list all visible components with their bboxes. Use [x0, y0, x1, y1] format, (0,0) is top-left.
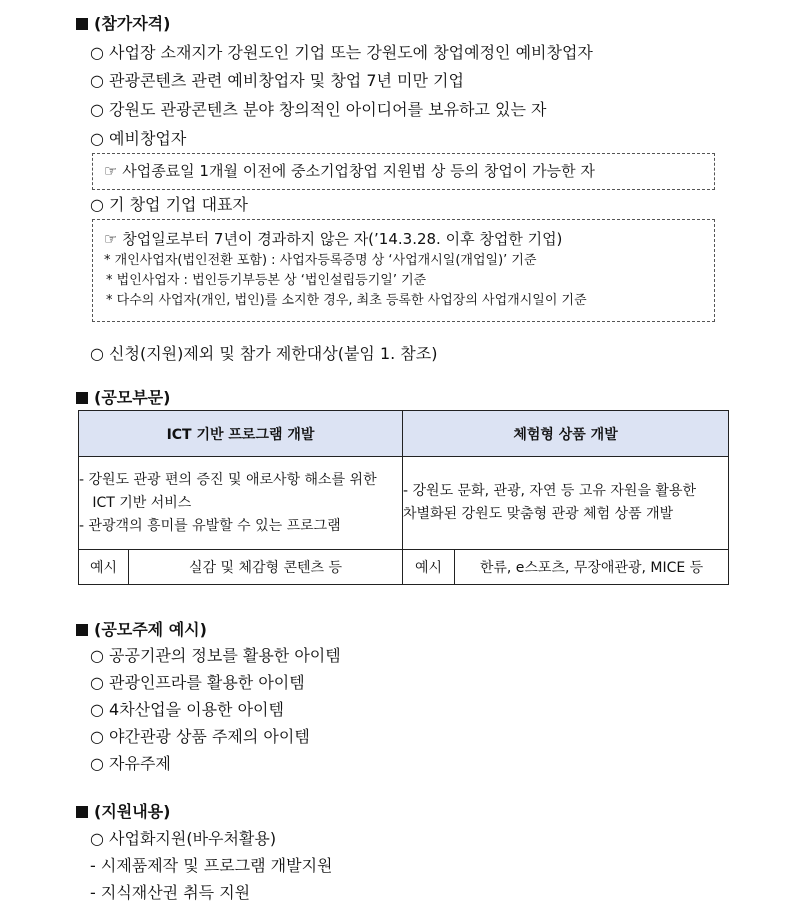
support-item: - 지식재산권 취득 지원 [90, 883, 251, 902]
table-row [79, 550, 729, 585]
categories-table [78, 410, 729, 585]
ict-example: 실감 및 체감형 콘텐츠 등 [129, 550, 403, 585]
theme-item: ○ 야간관광 상품 주제의 아이템 [90, 727, 310, 746]
experience-example: 한류, e스포츠, 무장애관광, MICE 등 [455, 550, 729, 585]
ict-description-cell [79, 457, 403, 550]
eligibility-item: ○ 예비창업자 [90, 129, 187, 148]
existing-founder-label: ○ 기 창업 기업 대표자 [90, 195, 248, 214]
existing-note-sub: * 다수의 사업자(개인, 법인)를 소지한 경우, 최초 등록한 사업장의 사업개시일이 기준 [106, 293, 587, 308]
eligibility-item: ○ 강원도 관광콘텐츠 분야 창의적인 아이디어를 보유하고 있는 자 [90, 100, 547, 119]
theme-item: ○ 관광인프라를 활용한 아이템 [90, 673, 305, 692]
eligibility-item: ○ 관광콘텐츠 관련 예비창업자 및 창업 7년 미만 기업 [90, 71, 464, 90]
theme-item: ○ 4차산업을 이용한 아이템 [90, 700, 284, 719]
description-line: - 강원도 문화, 관광, 자연 등 고유 자원을 활용한 [403, 483, 697, 499]
section-heading-categories: (공모부문) [76, 388, 170, 408]
section-heading-support: (지원내용) [76, 802, 170, 822]
existing-note-main: ☞ 창업일로부터 7년이 경과하지 않은 자(’14.3.28. 이후 창업한 기업) [104, 230, 563, 248]
square-bullet-icon [76, 806, 88, 818]
support-item: ○ 사업화지원(바우처활용) [90, 829, 277, 848]
existing-note-sub: * 법인사업자 : 법인등기부등본 상 ‘법인설립등기일’ 기준 [106, 273, 427, 288]
section-heading-eligibility: (참가자격) [76, 14, 170, 34]
restriction-item: ○ 신청(지원)제외 및 참가 제한대상(붙임 1. 참조) [90, 344, 438, 363]
description-line: - 강원도 관광 편의 증진 및 애로사항 해소를 위한 [79, 471, 377, 488]
example-label: 예시 [79, 550, 129, 585]
theme-item: ○ 공공기관의 정보를 활용한 아이템 [90, 646, 341, 665]
square-bullet-icon [76, 18, 88, 30]
support-item: - 시제품제작 및 프로그램 개발지원 [90, 856, 333, 875]
table-row [79, 457, 729, 550]
preliminary-note: ☞ 사업종료일 1개월 이전에 중소기업창업 지원법 상 등의 창업이 가능한 자 [104, 162, 595, 180]
table-header-experience: 체험형 상품 개발 [403, 411, 729, 457]
experience-description-cell [403, 457, 729, 550]
table-header-row [79, 411, 729, 457]
description-line: 차별화된 강원도 맞춤형 관광 체험 상품 개발 [403, 506, 674, 522]
section-heading-themes: (공모주제 예시) [76, 620, 207, 640]
table-header-ict: ICT 기반 프로그램 개발 [79, 411, 403, 457]
eligibility-item: ○ 사업장 소재지가 강원도인 기업 또는 강원도에 창업예정인 예비창업자 [90, 43, 593, 62]
example-label: 예시 [403, 550, 455, 585]
square-bullet-icon [76, 392, 88, 404]
theme-item: ○ 자유주제 [90, 754, 171, 773]
existing-note-sub: * 개인사업자(법인전환 포함) : 사업자등록증명 상 ‘사업개시일(개업일)’ 기준 [104, 253, 537, 268]
square-bullet-icon [76, 624, 88, 636]
description-line: - 관광객의 흥미를 유발할 수 있는 프로그램 [79, 517, 341, 534]
description-line: ICT 기반 서비스 [79, 494, 192, 511]
